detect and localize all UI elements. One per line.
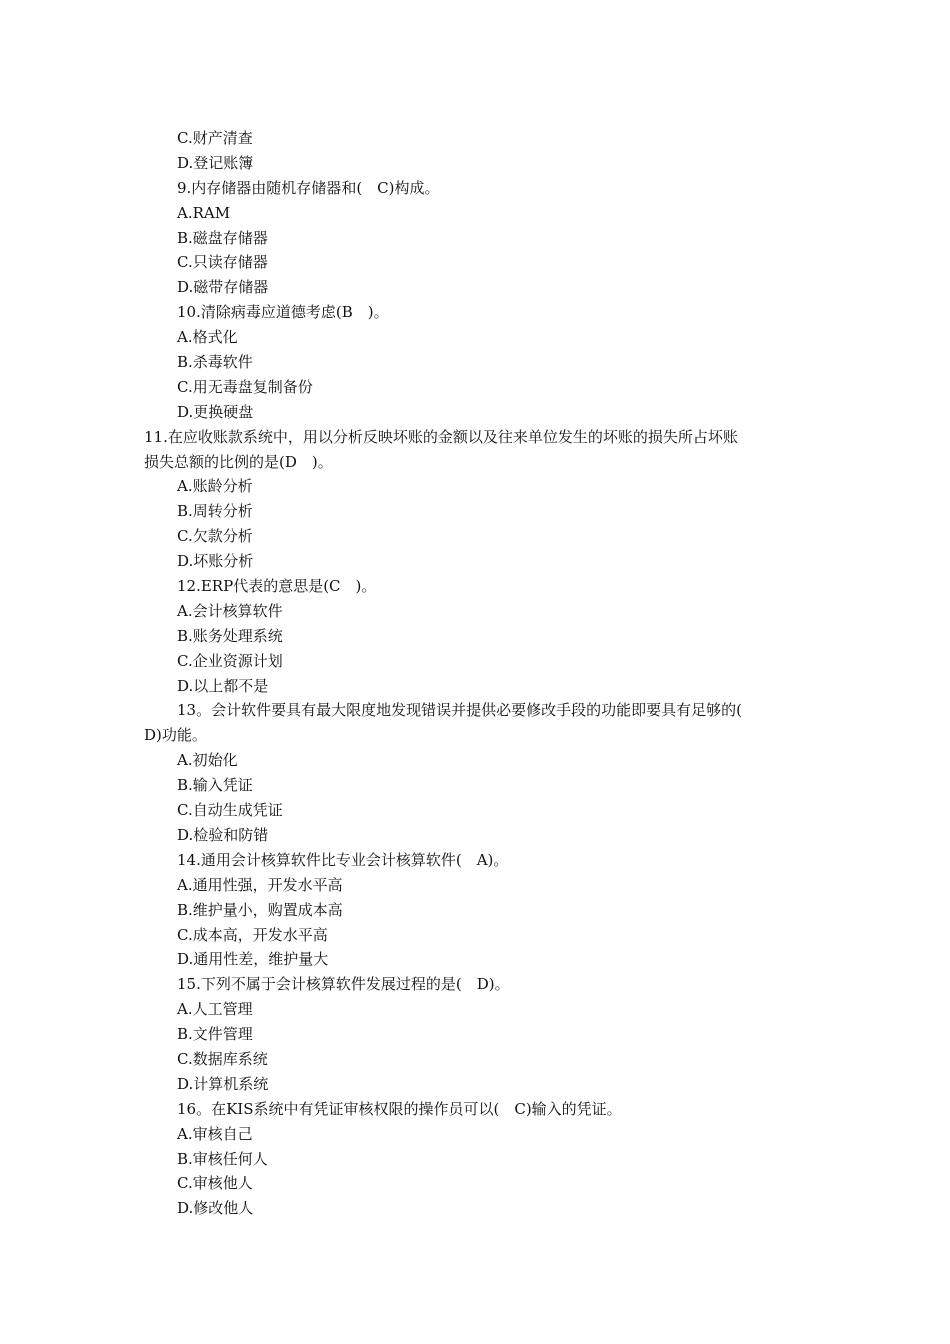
text-line: D)功能。 [144, 726, 207, 745]
text-line: B.周转分析 [177, 502, 253, 521]
text-line: D.坏账分析 [177, 552, 254, 571]
text-line: B.账务处理系统 [177, 626, 283, 645]
text-line: 15.下列不属于会计核算软件发展过程的是( D)。 [177, 975, 510, 994]
question-list [0, 126, 950, 1221]
text-line: 16。在KIS系统中有凭证审核权限的操作员可以( C)输入的凭证。 [177, 1099, 622, 1118]
text-line: B.输入凭证 [177, 776, 253, 795]
text-line: A.会计核算软件 [177, 601, 283, 620]
text-line: D.磁带存储器 [177, 278, 269, 297]
text-line: B.杀毒软件 [177, 353, 253, 372]
text-line: C.欠款分析 [177, 527, 253, 546]
text-line: C.数据库系统 [177, 1049, 268, 1068]
text-line: C.自动生成凭证 [177, 801, 283, 820]
text-line: B.审核任何人 [177, 1149, 268, 1168]
text-line: D.更换硬盘 [177, 402, 254, 421]
text-line: 12.ERP代表的意思是(C )。 [177, 577, 377, 596]
text-line: D.计算机系统 [177, 1074, 269, 1093]
text-line: A.审核自己 [177, 1124, 253, 1143]
text-line: B.维护量小，购置成本高 [177, 900, 343, 919]
text-line: D.修改他人 [177, 1199, 254, 1218]
text-line: C.成本高，开发水平高 [177, 925, 328, 944]
text-line: B.文件管理 [177, 1025, 253, 1044]
text-line: D.登记账簿 [177, 153, 254, 172]
text-line: 14.通用会计核算软件比专业会计核算软件( A)。 [177, 850, 509, 869]
text-line: C.审核他人 [177, 1174, 253, 1193]
text-line: D.通用性差，维护量大 [177, 950, 329, 969]
text-line: 9.内存储器由随机存储器和( C)构成。 [177, 178, 440, 197]
text-line: C.企业资源计划 [177, 651, 283, 670]
text-line: D.检验和防错 [177, 825, 269, 844]
text-line: B.磁盘存储器 [177, 228, 268, 247]
text-line: D.以上都不是 [177, 676, 269, 695]
text-line: A.格式化 [177, 328, 238, 347]
text-line: A.RAM [177, 203, 231, 222]
text-line: A.通用性强，开发水平高 [177, 875, 343, 894]
text-line: 11.在应收账款系统中，用以分析反映坏账的金额以及往来单位发生的坏账的损失所占坏账 [144, 427, 738, 446]
text-line: C.财产清查 [177, 129, 253, 147]
text-line: A.人工管理 [177, 1000, 253, 1019]
text-line: C.用无毒盘复制备份 [177, 377, 313, 396]
text-line: A.账龄分析 [177, 477, 253, 496]
text-line: 10.清除病毒应道德考虑(B )。 [177, 303, 389, 322]
text-line: A.初始化 [177, 751, 238, 770]
text-line: 损失总额的比例的是(D )。 [144, 452, 333, 471]
text-line: C.只读存储器 [177, 253, 268, 272]
text-line: 13。会计软件要具有最大限度地发现错误并提供必要修改手段的功能即要具有足够的( [177, 701, 742, 720]
